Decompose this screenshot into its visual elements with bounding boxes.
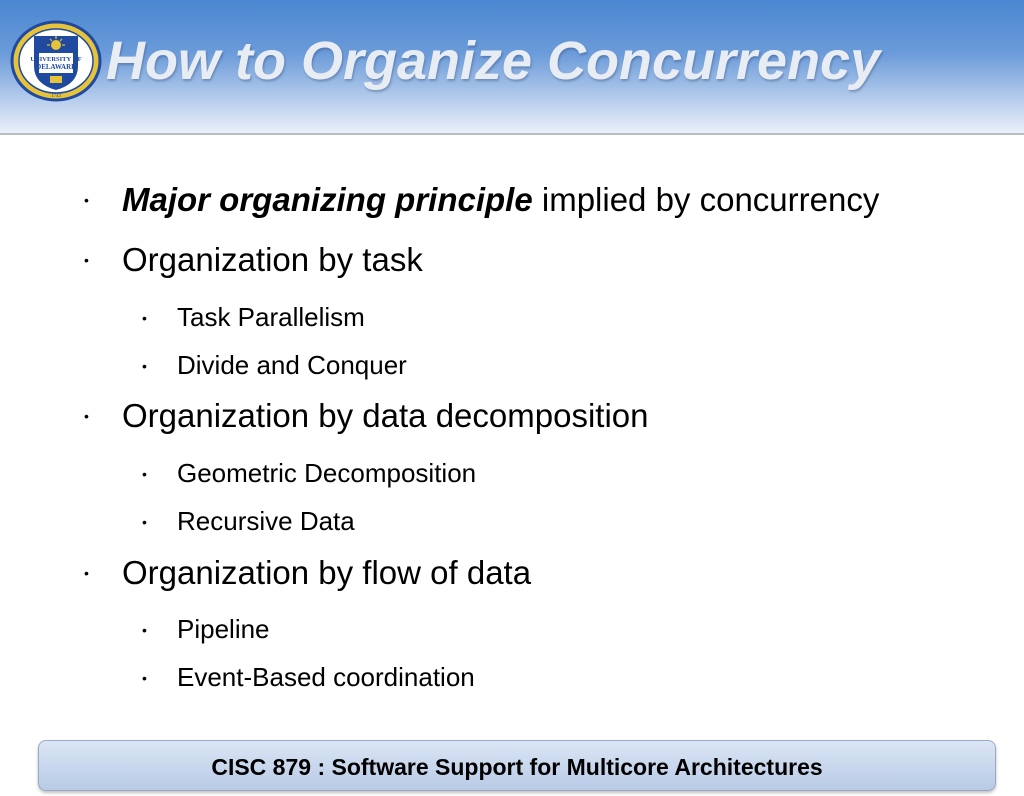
bullet-dot: • xyxy=(142,466,147,482)
sub-bullet-item xyxy=(142,349,407,381)
bullet-item xyxy=(84,180,880,220)
sub-bullet-item xyxy=(142,505,355,537)
bullet-item xyxy=(84,240,423,280)
sub-bullet-item xyxy=(142,301,365,333)
sub-bullet-text: Task Parallelism xyxy=(177,302,365,332)
sub-bullet-text: Event-Based coordination xyxy=(177,662,475,692)
sub-bullet-text: Geometric Decomposition xyxy=(177,458,477,488)
bullet-dot: • xyxy=(84,192,89,208)
bullet-dot: • xyxy=(84,408,89,424)
svg-text:DELAWARE: DELAWARE xyxy=(36,63,76,71)
sub-bullet-item xyxy=(142,457,477,489)
svg-text:UNIVERSITY OF: UNIVERSITY OF xyxy=(30,56,82,63)
bullet-dot: • xyxy=(142,514,147,530)
bullet-dot: • xyxy=(142,622,147,638)
bullet-item xyxy=(84,396,649,436)
bullet-text: Organization by flow of data xyxy=(122,554,532,591)
bullet-item xyxy=(84,553,532,593)
sub-bullet-text: Divide and Conquer xyxy=(177,350,407,380)
bullet-dot: • xyxy=(142,310,147,326)
bullet-dot: • xyxy=(142,358,147,374)
sub-bullet-text: Recursive Data xyxy=(177,506,355,536)
bullet-dot: • xyxy=(84,252,89,268)
sub-bullet-text: Pipeline xyxy=(177,614,270,644)
bullet-text: implied by concurrency xyxy=(532,181,880,218)
bullet-emphasis: Major organizing principle xyxy=(122,181,533,218)
sub-bullet-item xyxy=(142,613,270,645)
bullet-dot: • xyxy=(84,565,89,581)
bullet-dot: • xyxy=(142,670,147,686)
bullet-text: Organization by data decomposition xyxy=(122,397,649,434)
svg-text:1743: 1743 xyxy=(51,94,61,99)
footer-course-title: CISC 879 : Software Support for Multicore Architectures xyxy=(211,754,823,780)
sub-bullet-item xyxy=(142,661,475,693)
slide-footer xyxy=(38,740,996,791)
page-title: How to Organize Concurrency xyxy=(106,31,881,91)
bullet-text: Organization by task xyxy=(122,241,423,278)
